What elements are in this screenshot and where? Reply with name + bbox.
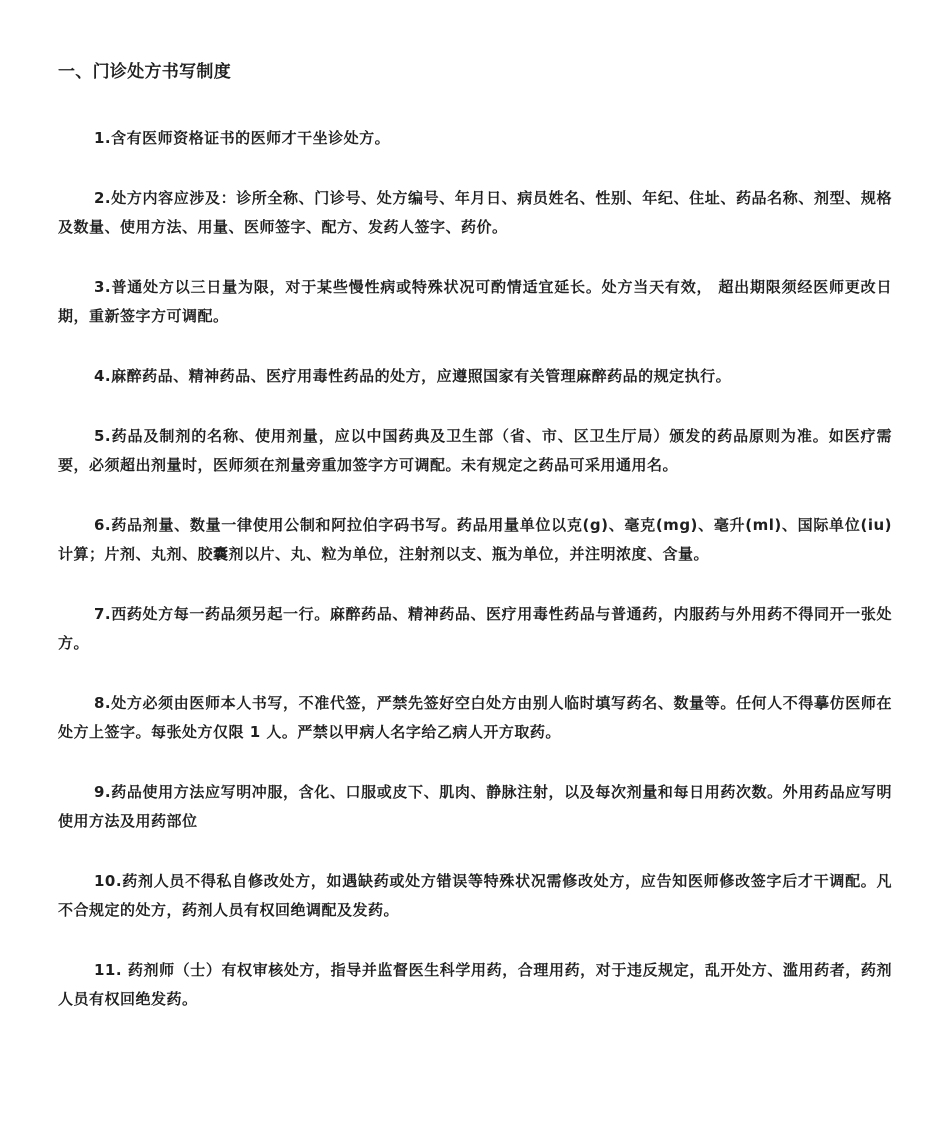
rule-item-6: 6.药品剂量、数量一律使用公制和阿拉伯字码书写。药品用量单位以克(g)、毫克(mg)、毫升(ml)、国际单位(iu)计算；片剂、丸剂、胶囊剂以片、丸、粒为单位，注射剂以支、瓶为单位，并注明浓度、含量。: [58, 516, 892, 563]
rule-item-8: 8.处方必须由医师本人书写，不准代签，严禁先签好空白处方由别人临时填写药名、数量等。任何人不得摹仿医师在处方上签字。每张处方仅限 1 人。严禁以甲病人名字给乙病人开方取药。: [58, 694, 892, 741]
rule-item-7: 7.西药处方每一药品须另起一行。麻醉药品、精神药品、医疗用毒性药品与普通药，内服药与外用药不得同开一张处方。: [58, 605, 892, 652]
section-heading: 一、门诊处方书写制度: [58, 62, 231, 82]
rule-item-10: 10.药剂人员不得私自修改处方，如遇缺药或处方错误等特殊状况需修改处方，应告知医师修改签字后才干调配。凡不合规定的处方，药剂人员有权回绝调配及发药。: [58, 872, 892, 919]
rule-item-5: 5.药品及制剂的名称、使用剂量，应以中国药典及卫生部（省、市、区卫生厅局）颁发的药品原则为准。如医疗需要，必须超出剂量时，医师须在剂量旁重加签字方可调配。未有规定之药品可采用通用名。: [58, 427, 892, 474]
rule-item-1: 1.含有医师资格证书的医师才干坐诊处方。: [94, 129, 391, 147]
rule-item-3: 3.普通处方以三日量为限，对于某些慢性病或特殊状况可酌情适宜延长。处方当天有效， 超出期限须经医师更改日期，重新签字方可调配。: [58, 278, 892, 325]
rule-item-2: 2.处方内容应涉及：诊所全称、门诊号、处方编号、年月日、病员姓名、性别、年纪、住址、药品名称、剂型、规格及数量、使用方法、用量、医师签字、配方、发药人签字、药价。: [58, 189, 892, 236]
rule-item-11: 11. 药剂师（士）有权审核处方，指导并监督医生科学用药，合理用药，对于违反规定，乱开处方、滥用药者，药剂人员有权回绝发药。: [58, 961, 892, 1008]
rule-item-9: 9.药品使用方法应写明冲服，含化、口服或皮下、肌肉、静脉注射，以及每次剂量和每日用药次数。外用药品应写明使用方法及用药部位: [58, 783, 892, 830]
rule-item-4: 4.麻醉药品、精神药品、医疗用毒性药品的处方，应遵照国家有关管理麻醉药品的规定执行。: [94, 367, 732, 385]
